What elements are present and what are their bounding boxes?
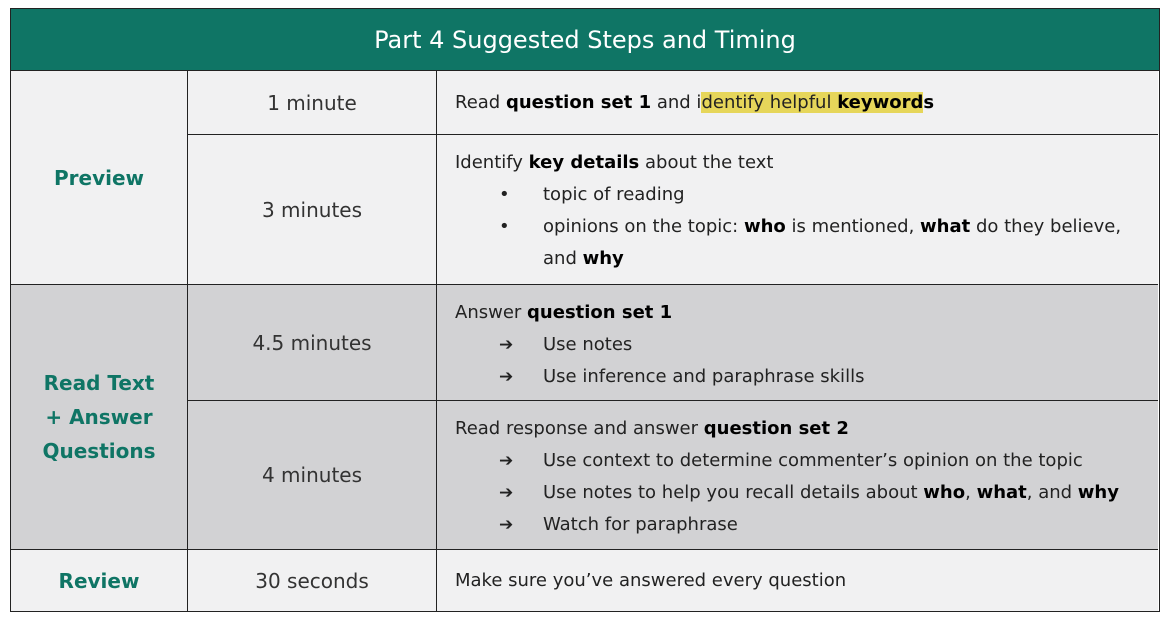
table-title: Part 4 Suggested Steps and Timing (11, 9, 1159, 71)
stage-line: Read Text (43, 371, 155, 395)
time-cell: 4.5 minutes (188, 285, 437, 401)
time-cell: 3 minutes (188, 135, 437, 285)
time-cell: 30 seconds (188, 550, 437, 611)
list-item: ➔ Use notes to help you recall details about who, what, and why (455, 477, 1158, 509)
list-item: • opinions on the topic: who is mentioned, what do they believe, and why (455, 211, 1158, 275)
stage-line: + Answer (45, 405, 153, 429)
steps-table (10, 8, 1160, 612)
arrow-right-icon: ➔ (499, 335, 514, 355)
arrow-right-icon: ➔ (499, 451, 514, 471)
arrow-right-icon: ➔ (499, 515, 514, 535)
stage-read-answer (11, 285, 188, 550)
step-intro: Identify key details about the text (455, 152, 774, 173)
step-text: Make sure you’ve answered every question (455, 569, 847, 591)
time-cell: 4 minutes (188, 401, 437, 550)
list-item: ➔ Use notes (455, 329, 1158, 361)
list-item: ➔ Watch for paraphrase (455, 509, 1158, 541)
highlighted-text: dentify helpful keyword (701, 91, 924, 113)
steps-cell (437, 285, 1158, 401)
stage-review: Review (11, 550, 188, 611)
list-item: ➔ Use inference and paraphrase skills (455, 361, 1158, 393)
step-intro: Read response and answer question set 2 (455, 418, 849, 439)
step-text: Read question set 1 and identify helpful keywords (455, 91, 935, 113)
steps-cell (437, 401, 1158, 550)
arrow-right-icon: ➔ (499, 483, 514, 503)
step-intro: Answer question set 1 (455, 302, 673, 323)
list-item: • topic of reading (455, 179, 1158, 211)
steps-cell (437, 71, 1158, 135)
list-item: ➔ Use context to determine commenter’s opinion on the topic (455, 445, 1158, 477)
steps-cell (437, 135, 1158, 285)
bullet-icon: • (499, 184, 510, 205)
stage-line: Questions (42, 439, 156, 463)
time-cell: 1 minute (188, 71, 437, 135)
steps-cell (437, 550, 1158, 611)
arrow-right-icon: ➔ (499, 367, 514, 387)
stage-preview: Preview (11, 71, 188, 285)
bullet-icon: • (499, 216, 510, 237)
